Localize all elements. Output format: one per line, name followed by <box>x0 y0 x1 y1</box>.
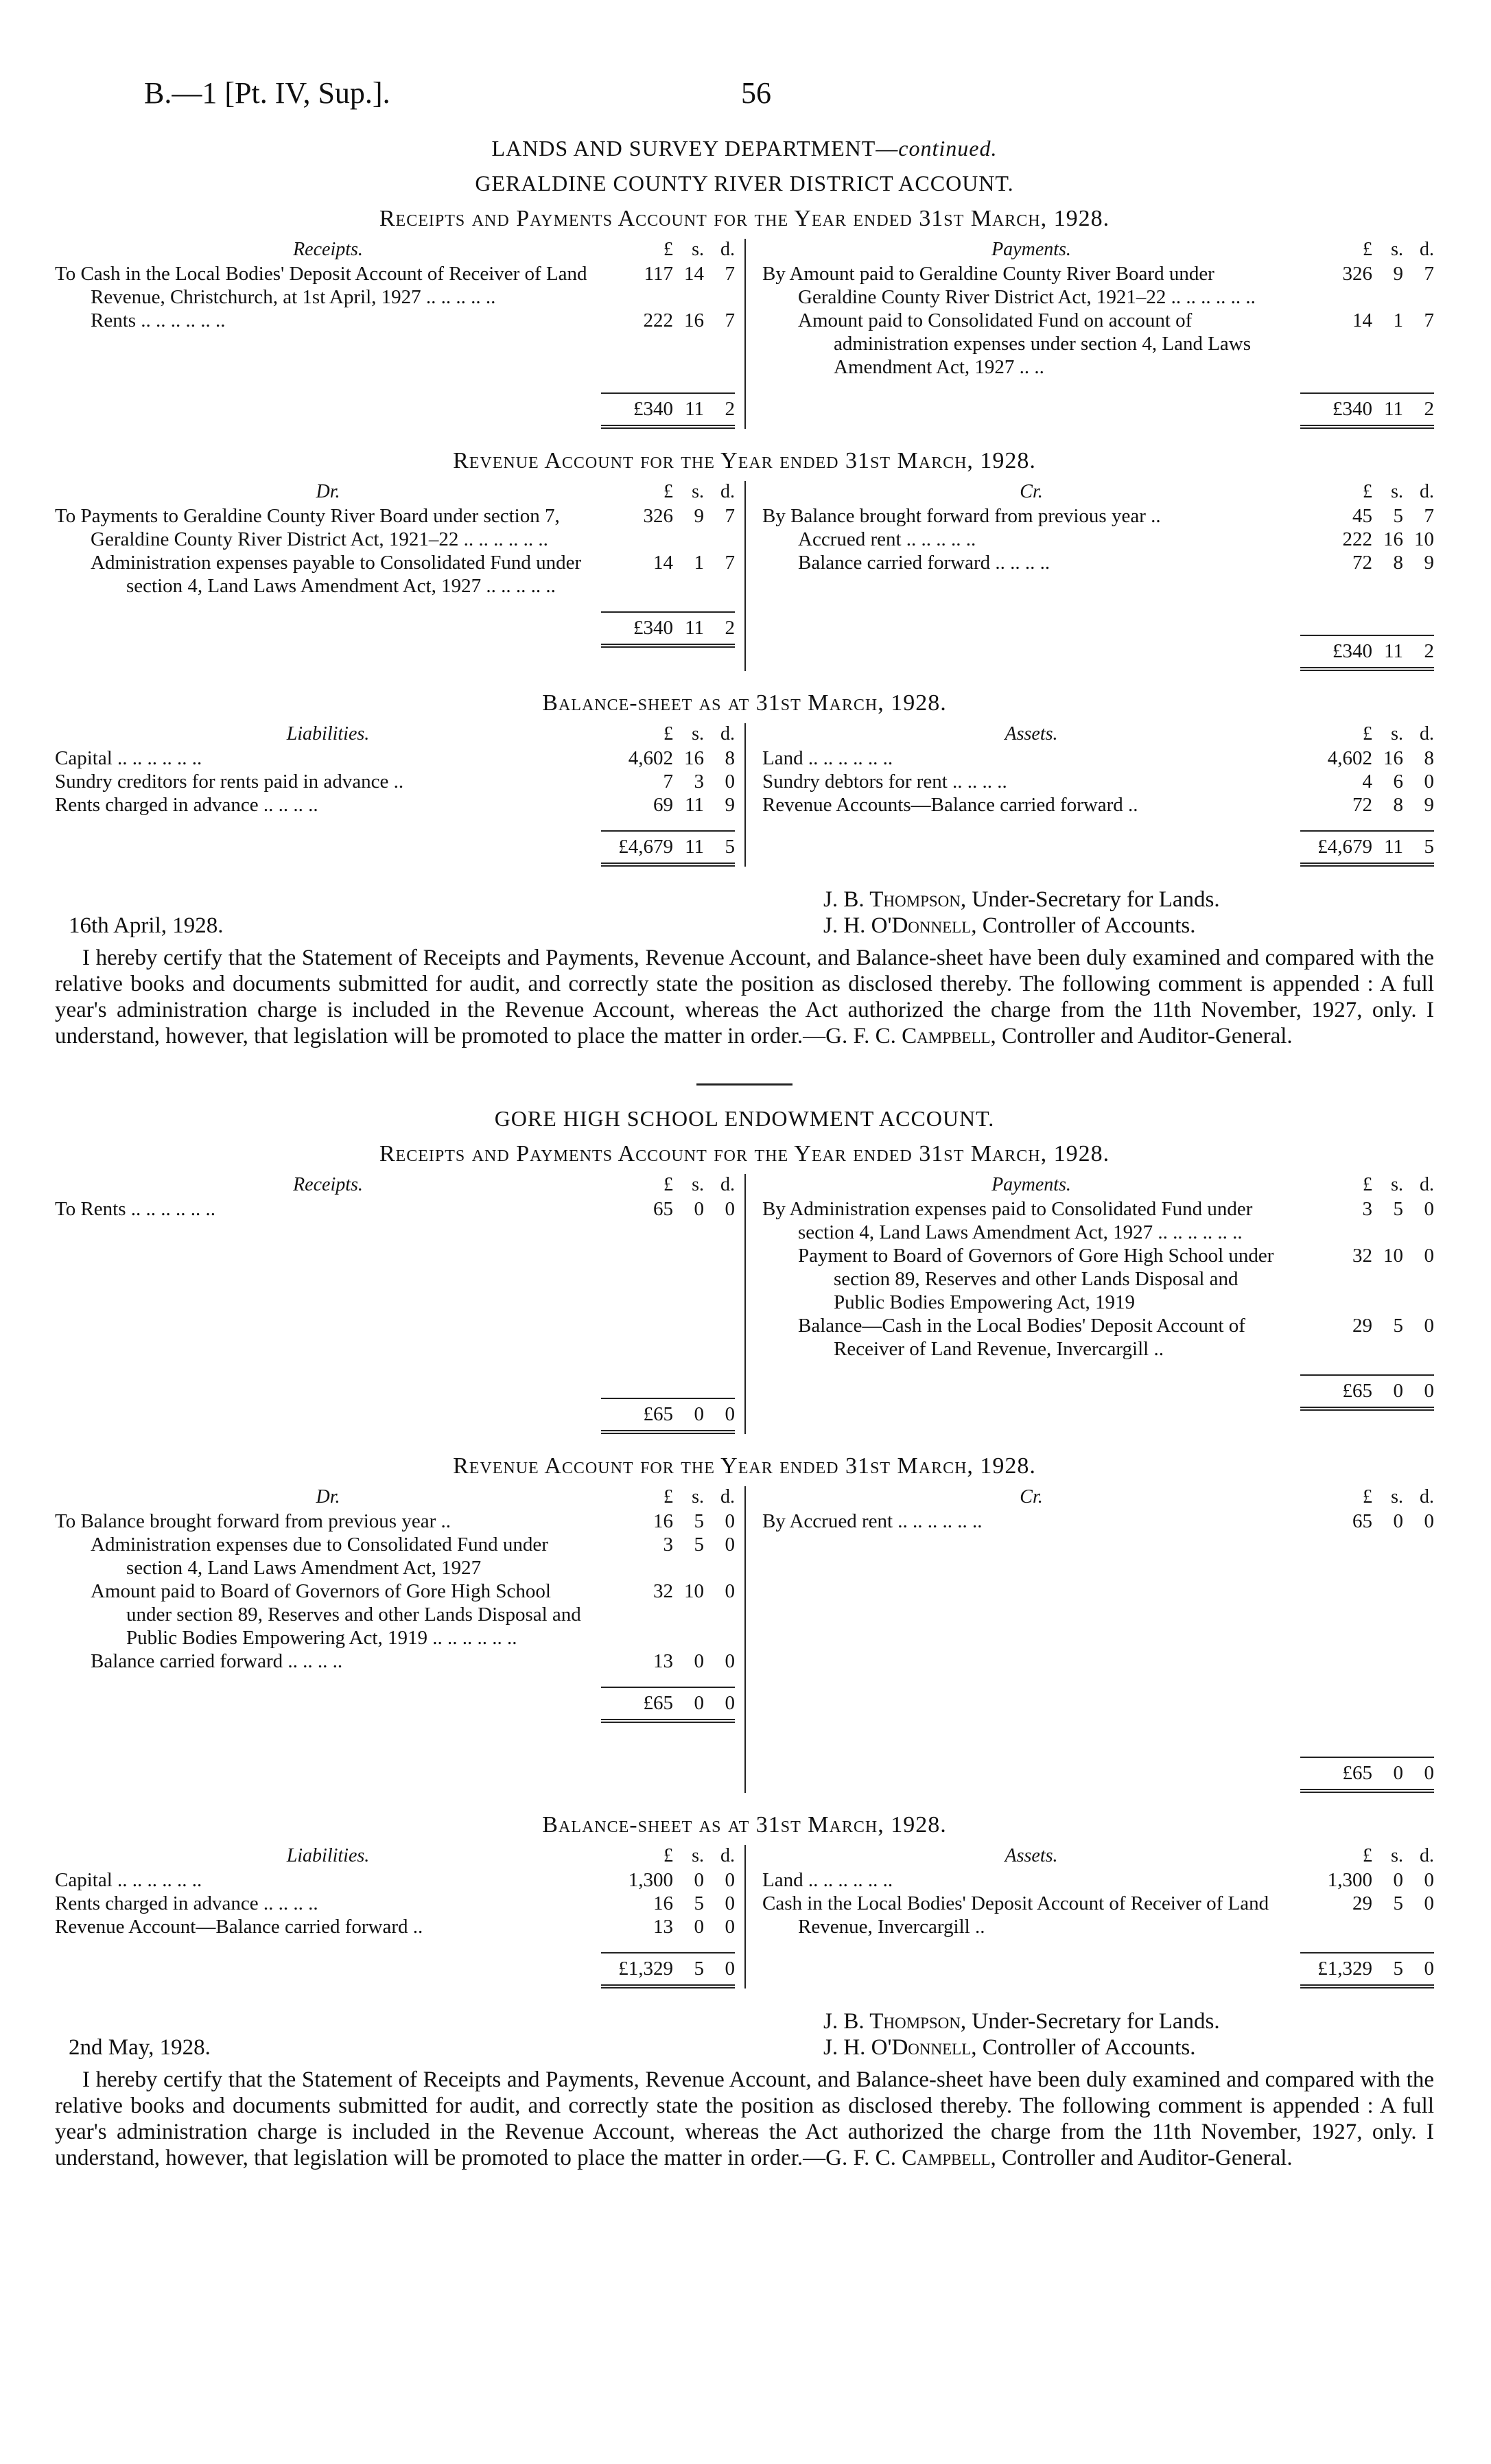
ledger-row: Rents charged in advance .. .. .. .. 16 5 0 <box>55 1892 735 1914</box>
ledger-row: Revenue Account—Balance carried forward .. 13 0 0 <box>55 1916 735 1938</box>
balance-sheet-title: Balance-sheet as at 31st March, 1928. <box>542 690 947 716</box>
section-divider <box>696 1083 793 1086</box>
ledger-row: Payment to Board of Governors of Gore High School under section 89, Reserves and other Lands Disposal and Public Bodies Empowering Act, 1919 32 10 0 <box>798 1245 1434 1313</box>
signatures <box>55 2009 1434 2063</box>
ledger-row: Land .. .. .. .. .. .. 4,602 16 8 <box>762 747 1434 769</box>
gore-section <box>55 1106 1434 2171</box>
ledger-row: Rents charged in advance .. .. .. .. 69 11 9 <box>55 794 735 816</box>
column-heading: Assets. <box>1005 1845 1058 1866</box>
total-row: £65 0 0 <box>762 1757 1434 1793</box>
audit-certificate: I hereby certify that the Statement of Receipts and Payments, Revenue Account, and Balance-sheet have been duly examined and compared with the relative books and documents submitted for audit, and correctly state the position as disclosed thereby. The following comment is appended : A full year's administration charge is included in the Revenue Account, whereas the Act authorized the charge from the 11th November, 1927, only. I understand, however, that legislation will be promoted to place the matter in order.—G. F. C. Campbell, Controller and Auditor-General. <box>55 946 1434 1048</box>
ledger-row: Cash in the Local Bodies' Deposit Account of Receiver of Land Revenue, Invercargill .. 29 5 0 <box>762 1892 1434 1938</box>
signatures <box>55 887 1434 941</box>
ledger-row: Rents .. .. .. .. .. .. 222 16 7 <box>91 309 735 331</box>
balance-sheet <box>55 723 1434 867</box>
liabilities-column: Liabilities. £ s. d. Capital .. .. .. .. .. .. 1,300 0 0 Rents charged in advance .. .. .. .. 16 5 0 Revenue Account—Balance carried forward .. 13 0 0 £1,329 5 0 <box>55 1845 744 1988</box>
ledger-row: Land .. .. .. .. .. .. 1,300 0 0 <box>762 1869 1434 1891</box>
signature-date: 2nd May, 1928. <box>69 2035 211 2060</box>
credit-column: Cr. £ s. d. By Balance brought forward from previous year .. 45 5 7 Accrued rent .. .. .. .. .. 222 16 10 Balance carried forward .. .. .. .. 72 8 9 £340 11 2 <box>744 481 1434 671</box>
ledger-row: Balance carried forward .. .. .. .. 13 0 0 <box>91 1650 735 1672</box>
account-title: GERALDINE COUNTY RIVER DISTRICT ACCOUNT. <box>475 171 1014 196</box>
total-row: £4,679 11 5 <box>55 830 735 867</box>
ledger-row: By Balance brought forward from previous year .. 45 5 7 <box>762 505 1434 527</box>
debit-column: Dr. £ s. d. To Balance brought forward from previous year .. 16 5 0 Administration expenses due to Consolidated Fund under section 4, Land Laws Amendment Act, 1927 3 5 0 Amount paid to Board of Governors of Gore High School under section 89, Reserves and other Lands Disposal and Public Bodies Empowering Act, 1919 .. .. .. .. .. .. 32 10 0 Balance carried forward .. .. .. .. 13 0 0 £65 0 0 <box>55 1486 744 1793</box>
signature-under-secretary: J. B. Thompson, Under-Secretary for Lands. <box>823 887 1220 912</box>
column-heading: Dr. <box>316 1486 340 1507</box>
balance-sheet-title: Balance-sheet as at 31st March, 1928. <box>542 1812 947 1838</box>
revenue-account-title: Revenue Account for the Year ended 31st March, 1928. <box>453 1453 1036 1479</box>
total-row: £65 0 0 <box>55 1398 735 1434</box>
column-heading: Assets. <box>1005 723 1058 744</box>
parliamentary-reference: B.—1 [Pt. IV, Sup.]. <box>144 76 390 110</box>
receipts-payments-account <box>55 239 1434 429</box>
ledger-row: By Amount paid to Geraldine County River Board under Geraldine County River District Act, 1921–22 .. .. .. .. .. .. 326 9 7 <box>762 263 1434 308</box>
payments-column: Payments. £ s. d. By Amount paid to Geraldine County River Board under Geraldine County River District Act, 1921–22 .. .. .. .. .. .. 326 9 7 Amount paid to Consolidated Fund on account of administration expenses under section 4, Land Laws Amendment Act, 1927 .. .. 14 1 7 £340 11 2 <box>744 239 1434 429</box>
geraldine-section <box>55 136 1434 1049</box>
audit-certificate: I hereby certify that the Statement of Receipts and Payments, Revenue Account, and Balance-sheet have been duly examined and compared with the relative books and documents submitted for audit, and correctly state the position as disclosed thereby. The following comment is appended : A full year's administration charge is included in the Revenue Account, whereas the Act authorized the charge from the 11th November, 1927, only. I understand, however, that legislation will be promoted to place the matter in order.—G. F. C. Campbell, Controller and Auditor-General. <box>55 2067 1434 2170</box>
revenue-account <box>55 481 1434 671</box>
credit-column: Cr. £ s. d. By Accrued rent .. .. .. .. .. .. 65 0 0 £65 0 0 <box>744 1486 1434 1793</box>
ledger-row: Administration expenses payable to Consolidated Fund under section 4, Land Laws Amendment Act, 1927 .. .. .. .. .. 14 1 7 <box>91 552 735 597</box>
ledger-row: Amount paid to Board of Governors of Gore High School under section 89, Reserves and other Lands Disposal and Public Bodies Empowering Act, 1919 .. .. .. .. .. .. 32 10 0 <box>91 1580 735 1649</box>
column-heading: Cr. <box>1020 481 1043 502</box>
assets-column: Assets. £ s. d. Land .. .. .. .. .. .. 1,300 0 0 Cash in the Local Bodies' Deposit Account of Receiver of Land Revenue, Invercargill .. 29 5 0 £1,329 5 0 <box>744 1845 1434 1988</box>
ledger-row: Sundry creditors for rents paid in advance .. 7 3 0 <box>55 771 735 793</box>
total-row: £340 11 2 <box>55 611 735 648</box>
total-row: £340 11 2 <box>55 392 735 429</box>
signature-controller: J. H. O'Donnell, Controller of Accounts. <box>823 913 1196 938</box>
total-row: £1,329 5 0 <box>55 1952 735 1988</box>
ledger-row: To Rents .. .. .. .. .. .. 65 0 0 <box>55 1198 735 1220</box>
total-row: £340 11 2 <box>762 635 1434 671</box>
ledger-row: Capital .. .. .. .. .. .. 1,300 0 0 <box>55 1869 735 1891</box>
receipts-payments-title: Receipts and Payments Account for the Year ended 31st March, 1928. <box>379 206 1110 231</box>
ledger-row: Accrued rent .. .. .. .. .. 222 16 10 <box>798 528 1434 550</box>
revenue-account-title: Revenue Account for the Year ended 31st March, 1928. <box>453 448 1036 473</box>
total-row: £1,329 5 0 <box>762 1952 1434 1988</box>
total-row: £340 11 2 <box>762 392 1434 429</box>
department-heading: LANDS AND SURVEY DEPARTMENT—continued. <box>491 136 998 161</box>
payments-column: Payments. £ s. d. By Administration expenses paid to Consolidated Fund under section 4, Land Laws Amendment Act, 1927 .. .. .. .. .. .. 3 5 0 Payment to Board of Governors of Gore High School under section 89, Reserves and other Lands Disposal and Public Bodies Empowering Act, 1919 32 10 0 Balance—Cash in the Local Bodies' Deposit Account of Receiver of Land Revenue, Invercargill .. 29 5 0 £65 0 0 <box>744 1174 1434 1434</box>
total-row: £65 0 0 <box>55 1687 735 1723</box>
receipts-column: Receipts. £ s. d. To Rents .. .. .. .. .. .. 65 0 0 £65 0 0 <box>55 1174 744 1434</box>
column-heading: Payments. <box>991 1174 1071 1195</box>
account-title: GORE HIGH SCHOOL ENDOWMENT ACCOUNT. <box>494 1106 995 1131</box>
ledger-row: To Balance brought forward from previous year .. 16 5 0 <box>55 1510 735 1532</box>
assets-column: Assets. £ s. d. Land .. .. .. .. .. .. 4,602 16 8 Sundry debtors for rent .. .. .. .. 4 6 0 Revenue Accounts—Balance carried forward .. 72 8 9 £4,679 11 5 <box>744 723 1434 867</box>
ledger-row: By Accrued rent .. .. .. .. .. .. 65 0 0 <box>762 1510 1434 1532</box>
ledger-row: Capital .. .. .. .. .. .. 4,602 16 8 <box>55 747 735 769</box>
document-page <box>55 69 1434 2171</box>
signature-controller: J. H. O'Donnell, Controller of Accounts. <box>823 2035 1196 2060</box>
column-heading: Dr. <box>316 481 340 502</box>
ledger-row: Administration expenses due to Consolidated Fund under section 4, Land Laws Amendment Act, 1927 3 5 0 <box>91 1534 735 1579</box>
ledger-row: To Payments to Geraldine County River Board under section 7, Geraldine County River District Act, 1921–22 .. .. .. .. .. .. 326 9 7 <box>55 505 735 550</box>
signature-date: 16th April, 1928. <box>69 913 224 938</box>
page-header <box>55 69 1434 117</box>
ledger-row: Amount paid to Consolidated Fund on account of administration expenses under section 4, Land Laws Amendment Act, 1927 .. .. 14 1 7 <box>798 309 1434 378</box>
revenue-account <box>55 1486 1434 1793</box>
ledger-row: By Administration expenses paid to Consolidated Fund under section 4, Land Laws Amendment Act, 1927 .. .. .. .. .. .. 3 5 0 <box>762 1198 1434 1243</box>
debit-column: Dr. £ s. d. To Payments to Geraldine County River Board under section 7, Geraldine County River District Act, 1921–22 .. .. .. .. .. .. 326 9 7 Administration expenses payable to Consolidated Fund under section 4, Land Laws Amendment Act, 1927 .. .. .. .. .. 14 1 7 £340 11 2 <box>55 481 744 671</box>
total-row: £65 0 0 <box>762 1374 1434 1411</box>
ledger-row: Balance carried forward .. .. .. .. 72 8 9 <box>798 552 1434 574</box>
page-number: 56 <box>741 76 771 110</box>
column-heading: Liabilities. <box>286 723 370 744</box>
column-heading: Receipts. <box>293 1174 363 1195</box>
liabilities-column: Liabilities. £ s. d. Capital .. .. .. .. .. .. 4,602 16 8 Sundry creditors for rents paid in advance .. 7 3 0 Rents charged in advance .. .. .. .. 69 11 9 £4,679 11 5 <box>55 723 744 867</box>
ledger-row: Revenue Accounts—Balance carried forward .. 72 8 9 <box>762 794 1434 816</box>
ledger-row: To Cash in the Local Bodies' Deposit Account of Receiver of Land Revenue, Christchurch, at 1st April, 1927 .. .. .. .. .. 117 14 7 <box>55 263 735 308</box>
total-row: £4,679 11 5 <box>762 830 1434 867</box>
column-heading: Payments. <box>991 239 1071 260</box>
ledger-row: Balance—Cash in the Local Bodies' Deposit Account of Receiver of Land Revenue, Invercargill .. 29 5 0 <box>798 1315 1434 1360</box>
ledger-row: Sundry debtors for rent .. .. .. .. 4 6 0 <box>762 771 1434 793</box>
receipts-payments-title: Receipts and Payments Account for the Year ended 31st March, 1928. <box>379 1141 1110 1166</box>
column-heading: Cr. <box>1020 1486 1043 1507</box>
balance-sheet <box>55 1845 1434 1988</box>
signature-under-secretary: J. B. Thompson, Under-Secretary for Lands. <box>823 2009 1220 2034</box>
receipts-column: Receipts. £ s. d. To Cash in the Local Bodies' Deposit Account of Receiver of Land Revenue, Christchurch, at 1st April, 1927 .. .. .. .. .. 117 14 7 Rents .. .. .. .. .. .. 222 16 7 £340 11 2 <box>55 239 744 429</box>
column-heading: Receipts. <box>293 239 363 260</box>
receipts-payments-account <box>55 1174 1434 1434</box>
column-heading: Liabilities. <box>286 1845 370 1866</box>
